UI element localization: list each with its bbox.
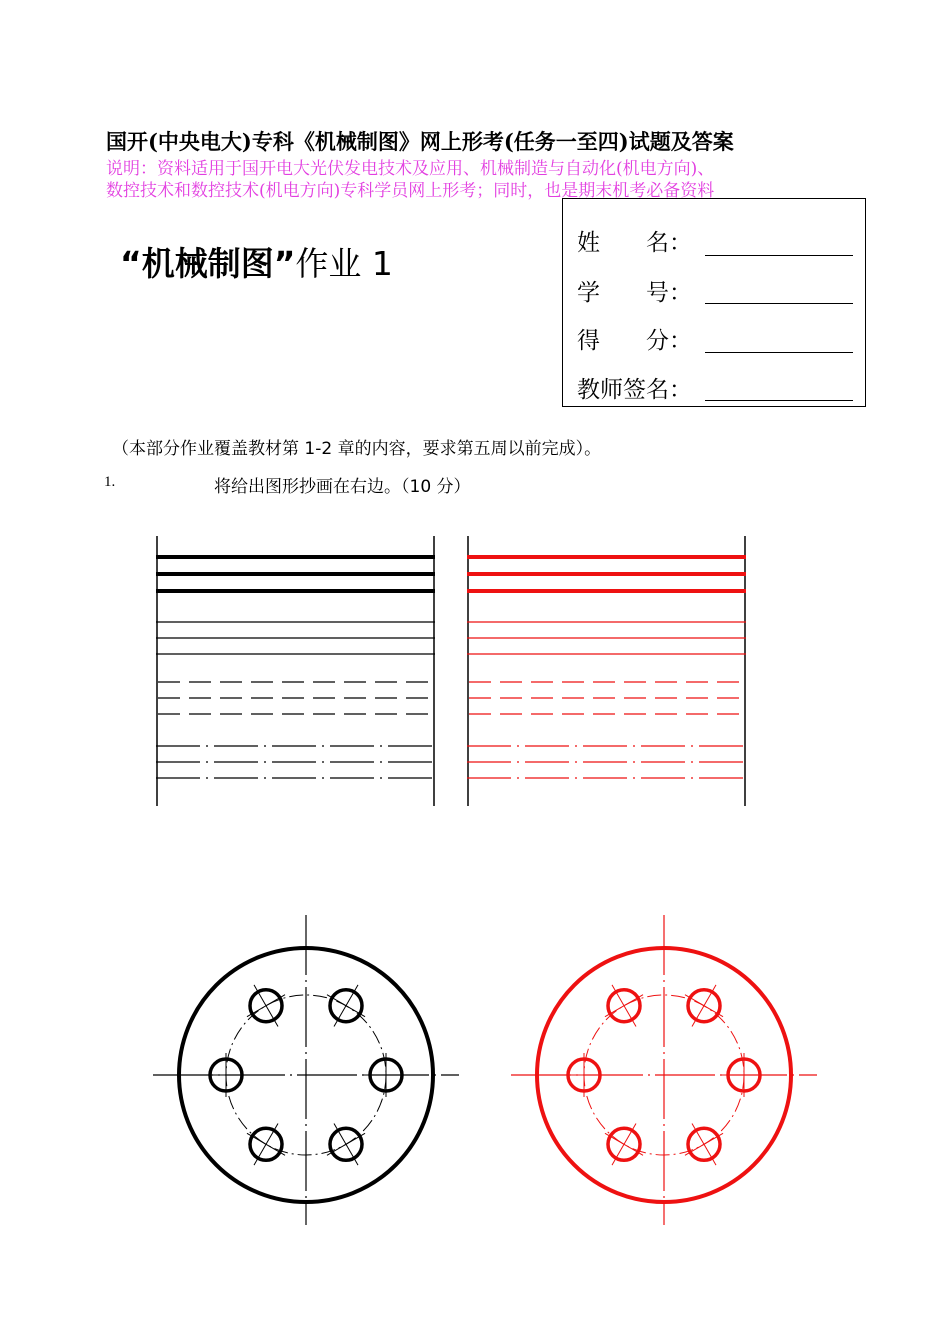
score-label: 得 分： [577, 328, 692, 354]
flange-circle-original [153, 915, 459, 1225]
flange-circle-copy [511, 915, 817, 1225]
homework-title-quoted: “机械制图” [120, 244, 296, 283]
question-text: 将给出图形抄画在右边。（10 分） [214, 477, 471, 497]
id-label: 学 号： [577, 280, 692, 306]
document-title: 国开(中央电大)专科《机械制图》网上形考(任务一至四)试题及答案 [106, 129, 734, 154]
line-types-copy [467, 536, 746, 806]
teacher-label: 教师签名： [577, 377, 692, 403]
line-types-original [156, 536, 435, 806]
question-number: 1. [104, 474, 116, 490]
homework-title-suffix: 作业 1 [295, 244, 393, 283]
name-label: 姓 名： [577, 230, 692, 256]
note-line-1: 说明：资料适用于国开电大光伏发电技术及应用、机械制造与自动化(机电方向)、 [106, 159, 715, 179]
scope-text: （本部分作业覆盖教材第 1-2 章的内容，要求第五周以前完成）。 [112, 439, 602, 459]
note-line-2: 数控技术和数控技术(机电方向)专科学员网上形考；同时，也是期末机考必备资料 [106, 181, 715, 201]
